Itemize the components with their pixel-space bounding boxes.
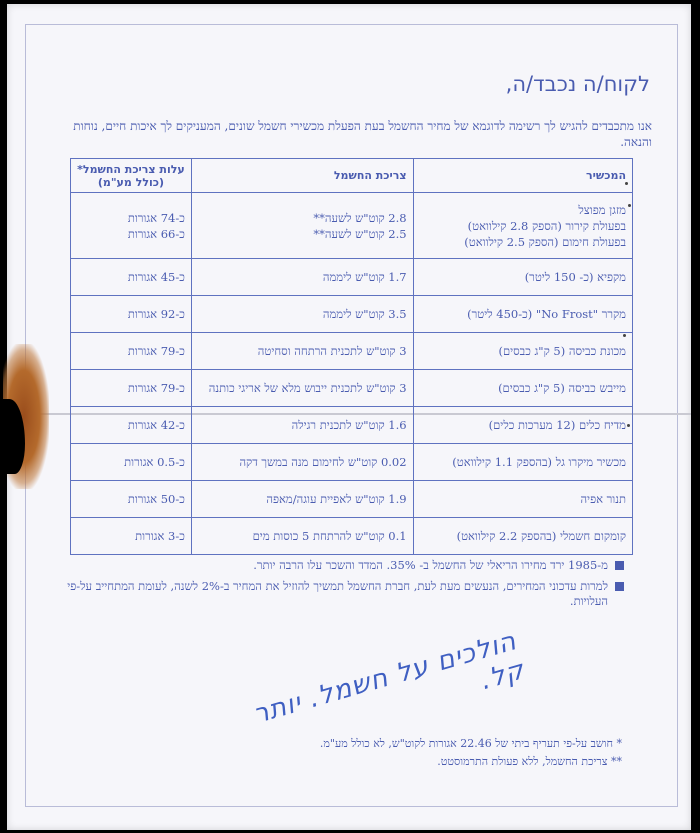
device-cell: מכשיר מיקרו גל (בהספק 1.1 קילוואט) — [413, 444, 632, 481]
consumption-cell: 1.6 קוט"ש לתכנית רגילה — [191, 407, 413, 444]
cost-cell: כ-79 אגורות — [71, 370, 192, 407]
footnote: * חושב על-פי תעריף ביתי של 22.46 אגורות לקוט"ש, לא כולל מע"מ. — [319, 737, 622, 750]
table-row — [71, 444, 633, 481]
cost-cell: כ-0.5 אגורות — [71, 444, 192, 481]
device-cell: קומקום חשמלי (בהספק 2.2 קילוואט) — [413, 518, 632, 555]
consumption-cell: 1.7 קוט"ש ליממה — [191, 259, 413, 296]
device-cell: מקפיא (כ- 150 ליטר) — [413, 259, 632, 296]
consumption-cell: 3 קוט"ש לתכנית הרתחה וסחיטה — [191, 333, 413, 370]
cost-cell: כ-92 אגורות — [71, 296, 192, 333]
consumption-cell: 3.5 קוט"ש ליממה — [191, 296, 413, 333]
greeting: לקוח/ה נכבד/ה, — [505, 72, 650, 96]
device-cell: מייבש כביסה (5 ק"ג כבסים) — [413, 370, 632, 407]
cost-cell: כ-74 אגורות כ-66 אגורות — [71, 193, 192, 259]
device-cell: תנור אפיה — [413, 481, 632, 518]
consumption-cell: 0.1 קוט"ש להרתחת 5 כוסות מים — [191, 518, 413, 555]
device-cell: מדיח כלים (12 מערכות כלים) — [413, 407, 632, 444]
handwritten-slogan — [220, 625, 529, 735]
consumption-cell: 1.9 קוט"ש לאפיית עוגה/מאפה — [191, 481, 413, 518]
bullet-square-icon — [615, 561, 624, 570]
header-device: המכשיר — [413, 159, 632, 193]
table-row — [71, 259, 633, 296]
cost-cell: כ-50 אגורות — [71, 481, 192, 518]
notes-list — [64, 558, 624, 615]
cost-cell: כ-45 אגורות — [71, 259, 192, 296]
note-item — [64, 558, 624, 573]
table-row — [71, 518, 633, 555]
cost-cell: כ-79 אגורות — [71, 333, 192, 370]
device-cell: מכונת כביסה (5 ק"ג כבסים) — [413, 333, 632, 370]
footnotes — [242, 735, 622, 771]
slogan-text: הולכים על חשמל. יותר קל. — [249, 626, 529, 731]
table-row — [71, 407, 633, 444]
consumption-cell: 3 קוט"ש לתכנית ייבוש מלא של אריגי כותנה — [191, 370, 413, 407]
table-row — [71, 193, 633, 259]
consumption-cell: 0.02 קוט"ש לחימום מנה במשך דקה — [191, 444, 413, 481]
bullet-square-icon — [615, 582, 624, 591]
table-row — [71, 370, 633, 407]
device-cell: מקרר "No Frost" (כ-450 ליטר) — [413, 296, 632, 333]
note-text: מ-1985 ירד מחירו הריאלי של החשמל ב- 35%. המדד והשכר עלו הרבה יותר. — [253, 558, 608, 572]
footnote: ** צריכת החשמל, ללא פעולת התרמוסטט. — [437, 755, 622, 768]
cost-cell: כ-42 אגורות — [71, 407, 192, 444]
intro-paragraph: אנו מתכבדים להגיש לך רשימה לדוגמא של מחיר החשמל בעת הפעלת מכשירי חשמל שונים, המעניקים לך איכות חיים, נוחות והנאה. — [73, 119, 652, 149]
note-text: למרות עדכוני המחירים, הנעשים מעת לעת, חברת החשמל תמשיך להוזיל את המחיר ב-2% לשנה, לעומת המתחייב על-פי העלויות. — [67, 579, 608, 608]
appliance-table — [70, 158, 633, 555]
table-row — [71, 481, 633, 518]
header-cost: עלות צריכת החשמל* (כולל מע"מ) — [71, 159, 192, 193]
consumption-cell: 2.8 קוט"ש לשעה** 2.5 קוט"ש לשעה** — [191, 193, 413, 259]
note-item — [64, 579, 624, 609]
cost-cell: כ-3 אגורות — [71, 518, 192, 555]
device-cell: מזגן מפוצל בפעולת קירור (הספק 2.8 קילוואט) בפעולת חימום (הספק 2.5 קילוואט) — [413, 193, 632, 259]
table-row — [71, 333, 633, 370]
header-consumption: צריכת החשמל — [191, 159, 413, 193]
table-row — [71, 296, 633, 333]
